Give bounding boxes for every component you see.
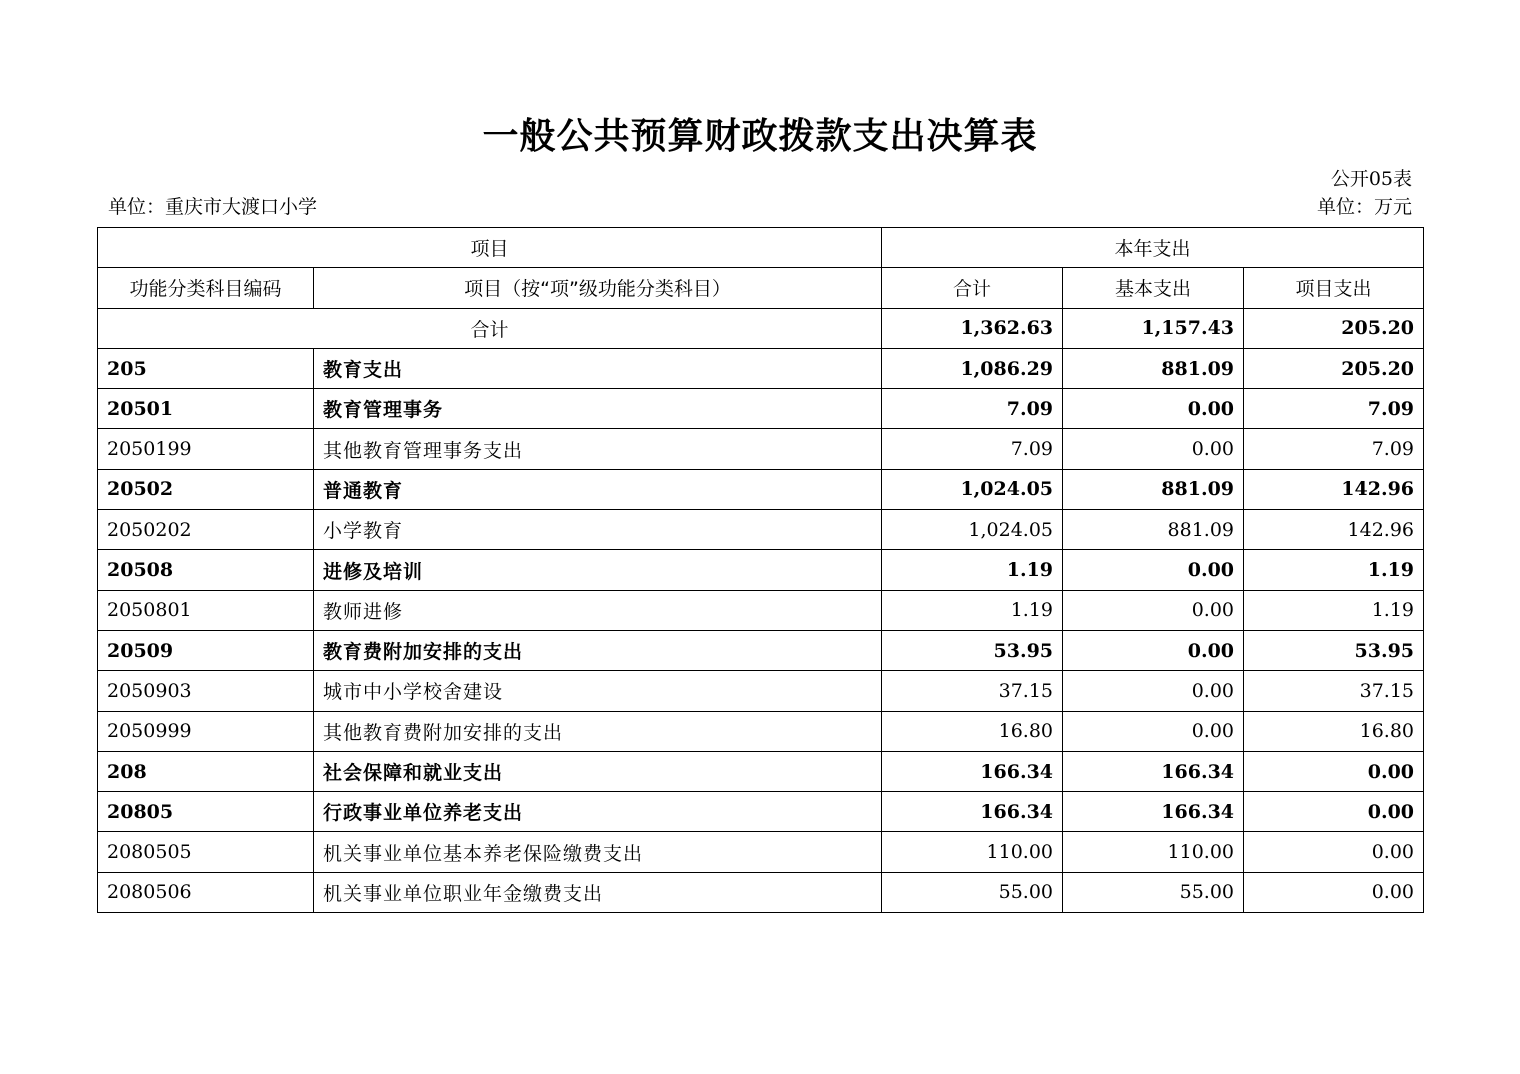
table-row: [98, 792, 1424, 832]
row-project: 1.19: [1244, 590, 1424, 630]
row-basic: 0.00: [1063, 671, 1244, 711]
total-basic: 1,157.43: [1063, 308, 1244, 348]
row-project: 16.80: [1244, 711, 1424, 751]
row-project: 142.96: [1244, 510, 1424, 550]
table-row: [98, 389, 1424, 429]
total-total: 1,362.63: [882, 308, 1063, 348]
row-total: 110.00: [882, 832, 1063, 872]
table-row: [98, 711, 1424, 751]
row-basic: 110.00: [1063, 832, 1244, 872]
row-basic: 166.34: [1063, 792, 1244, 832]
header-project: 项目支出: [1244, 268, 1424, 308]
row-name: 进修及培训: [314, 550, 882, 590]
row-project: 0.00: [1244, 832, 1424, 872]
row-code: 2080506: [98, 872, 314, 912]
row-basic: 0.00: [1063, 389, 1244, 429]
row-project: 1.19: [1244, 550, 1424, 590]
row-total: 1,086.29: [882, 348, 1063, 388]
row-code: 208: [98, 751, 314, 791]
row-name: 社会保障和就业支出: [314, 751, 882, 791]
table-row: [98, 832, 1424, 872]
row-total: 1,024.05: [882, 469, 1063, 509]
total-row: [98, 308, 1424, 348]
row-project: 37.15: [1244, 671, 1424, 711]
row-total: 7.09: [882, 389, 1063, 429]
row-name: 小学教育: [314, 510, 882, 550]
row-name: 教育费附加安排的支出: [314, 630, 882, 670]
header-row-2: [98, 268, 1424, 308]
row-basic: 0.00: [1063, 711, 1244, 751]
row-code: 2050202: [98, 510, 314, 550]
expenditure-table: [97, 227, 1424, 913]
row-project: 53.95: [1244, 630, 1424, 670]
row-basic: 0.00: [1063, 590, 1244, 630]
row-basic: 881.09: [1063, 469, 1244, 509]
row-name: 其他教育费附加安排的支出: [314, 711, 882, 751]
row-total: 37.15: [882, 671, 1063, 711]
row-total: 55.00: [882, 872, 1063, 912]
row-code: 2080505: [98, 832, 314, 872]
row-code: 20508: [98, 550, 314, 590]
header-current-year: 本年支出: [882, 228, 1424, 268]
total-project: 205.20: [1244, 308, 1424, 348]
row-name: 其他教育管理事务支出: [314, 429, 882, 469]
row-basic: 166.34: [1063, 751, 1244, 791]
row-total: 53.95: [882, 630, 1063, 670]
page-title: 一般公共预算财政拨款支出决算表: [482, 116, 1038, 157]
row-basic: 881.09: [1063, 510, 1244, 550]
row-code: 2050801: [98, 590, 314, 630]
table-row: [98, 872, 1424, 912]
row-code: 20502: [98, 469, 314, 509]
row-code: 20501: [98, 389, 314, 429]
row-total: 1,024.05: [882, 510, 1063, 550]
row-name: 普通教育: [314, 469, 882, 509]
table-row: [98, 751, 1424, 791]
table-row: [98, 510, 1424, 550]
row-code: 2050903: [98, 671, 314, 711]
row-total: 1.19: [882, 550, 1063, 590]
row-total: 166.34: [882, 792, 1063, 832]
table-row: [98, 671, 1424, 711]
row-code: 2050199: [98, 429, 314, 469]
row-project: 7.09: [1244, 429, 1424, 469]
row-project: 0.00: [1244, 872, 1424, 912]
table-row: [98, 630, 1424, 670]
row-total: 166.34: [882, 751, 1063, 791]
row-name: 教育支出: [314, 348, 882, 388]
row-total: 7.09: [882, 429, 1063, 469]
row-name: 行政事业单位养老支出: [314, 792, 882, 832]
row-total: 16.80: [882, 711, 1063, 751]
table-row: [98, 550, 1424, 590]
unit-organization: 单位：重庆市大渡口小学: [108, 196, 318, 218]
table-row: [98, 469, 1424, 509]
header-basic: 基本支出: [1063, 268, 1244, 308]
row-code: 20509: [98, 630, 314, 670]
row-name: 机关事业单位基本养老保险缴费支出: [314, 832, 882, 872]
header-item: 项目: [98, 228, 882, 268]
row-basic: 881.09: [1063, 348, 1244, 388]
row-name: 机关事业单位职业年金缴费支出: [314, 872, 882, 912]
row-code: 20805: [98, 792, 314, 832]
row-code: 2050999: [98, 711, 314, 751]
header-total: 合计: [882, 268, 1063, 308]
total-label: 合计: [98, 308, 882, 348]
row-basic: 0.00: [1063, 630, 1244, 670]
row-basic: 55.00: [1063, 872, 1244, 912]
row-basic: 0.00: [1063, 550, 1244, 590]
row-name: 教育管理事务: [314, 389, 882, 429]
row-project: 0.00: [1244, 751, 1424, 791]
row-name: 教师进修: [314, 590, 882, 630]
header-code: 功能分类科目编码: [98, 268, 314, 308]
row-project: 205.20: [1244, 348, 1424, 388]
row-total: 1.19: [882, 590, 1063, 630]
table-row: [98, 590, 1424, 630]
row-project: 0.00: [1244, 792, 1424, 832]
row-code: 205: [98, 348, 314, 388]
header-row-1: [98, 228, 1424, 268]
table-row: [98, 348, 1424, 388]
row-name: 城市中小学校舍建设: [314, 671, 882, 711]
row-project: 142.96: [1244, 469, 1424, 509]
unit-currency: 单位：万元: [1316, 196, 1412, 218]
header-item-name: 项目（按“项”级功能分类科目）: [314, 268, 882, 308]
row-basic: 0.00: [1063, 429, 1244, 469]
row-project: 7.09: [1244, 389, 1424, 429]
table-row: [98, 429, 1424, 469]
form-number: 公开05表: [1330, 168, 1412, 190]
